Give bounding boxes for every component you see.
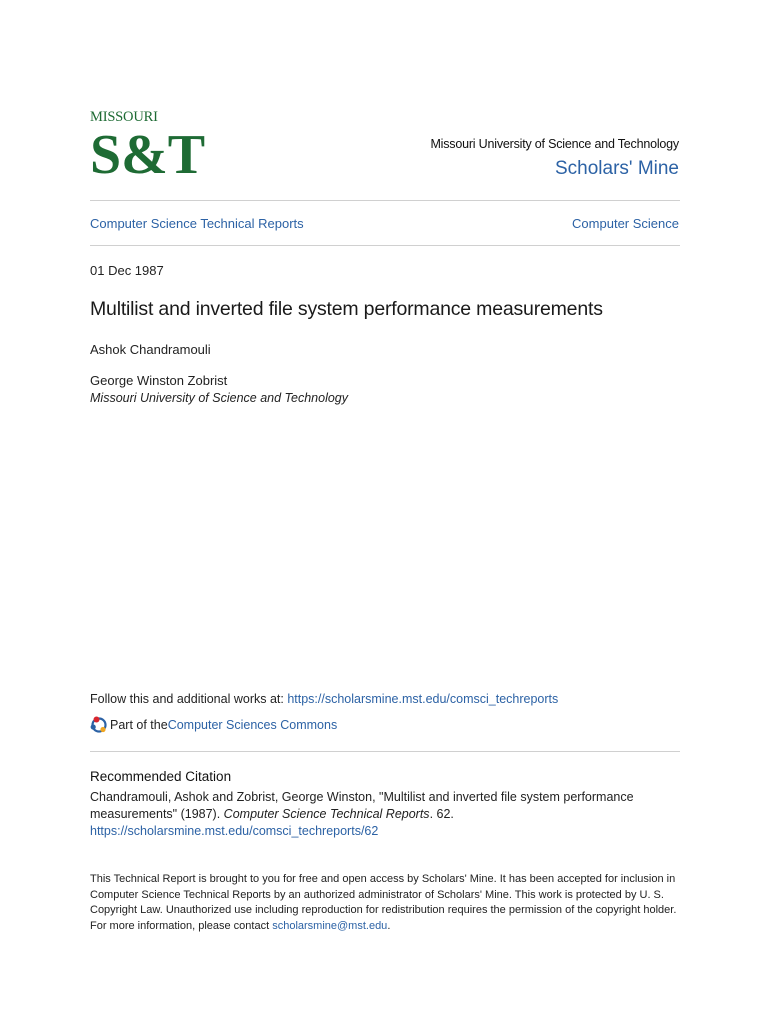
citation-url-link[interactable]: https://scholarsmine.mst.edu/comsci_techreports/62 <box>90 824 379 838</box>
citation-number: . 62. <box>429 807 454 821</box>
citation-text <box>90 789 680 840</box>
collection-url-link[interactable]: https://scholarsmine.mst.edu/comsci_techreports <box>287 692 559 706</box>
part-of-prefix: Part of the <box>110 718 168 732</box>
citation-series: Computer Science Technical Reports <box>223 807 430 821</box>
contact-email-link[interactable]: scholarsmine@mst.edu <box>272 919 388 932</box>
digital-commons-network-icon <box>90 716 108 734</box>
notice-text: This Technical Report is brought to you for free and open access by Scholars' Mine. It has been accepted for inclusion in Computer Science Technical Reports by an authorized administrator of Scholars' Mine. This work is protected by U. S. Copyright Law. Unauthorized use including reproduction for redistribution requires the permission of the copyright holder. For more information, please contact <box>90 873 677 932</box>
divider <box>90 751 680 752</box>
follow-prefix: Follow this and additional works at: <box>90 692 288 706</box>
access-notice <box>90 872 680 934</box>
notice-end: . <box>387 919 391 932</box>
divider <box>90 245 680 246</box>
part-of-line <box>90 716 337 734</box>
institution-name: Missouri University of Science and Technology <box>430 137 679 151</box>
missouri-st-logo <box>90 109 206 186</box>
author-name: George Winston Zobrist <box>90 373 228 388</box>
divider <box>90 200 680 201</box>
st-monogram-icon <box>90 123 206 186</box>
author-name: Ashok Chandramouli <box>90 342 211 357</box>
series-link[interactable]: Computer Science Technical Reports <box>90 216 304 231</box>
author-affiliation: Missouri University of Science and Technology <box>90 391 348 405</box>
repository-name-link[interactable]: Scholars' Mine <box>554 158 679 179</box>
publication-date: 01 Dec 1987 <box>90 263 164 278</box>
paper-title: Multilist and inverted file system performance measurements <box>90 298 603 320</box>
department-link[interactable]: Computer Science <box>572 216 679 231</box>
logo-wordmark: MISSOURI <box>90 109 158 125</box>
follow-line <box>90 692 558 706</box>
citation-heading: Recommended Citation <box>90 769 232 784</box>
commons-link[interactable]: Computer Sciences Commons <box>167 718 338 732</box>
logo-monogram: S&T <box>90 124 206 186</box>
citation-main: Chandramouli, Ashok and Zobrist, George Winston, "Multilist and inverted file system performance measurements" (1987). <box>90 790 634 821</box>
